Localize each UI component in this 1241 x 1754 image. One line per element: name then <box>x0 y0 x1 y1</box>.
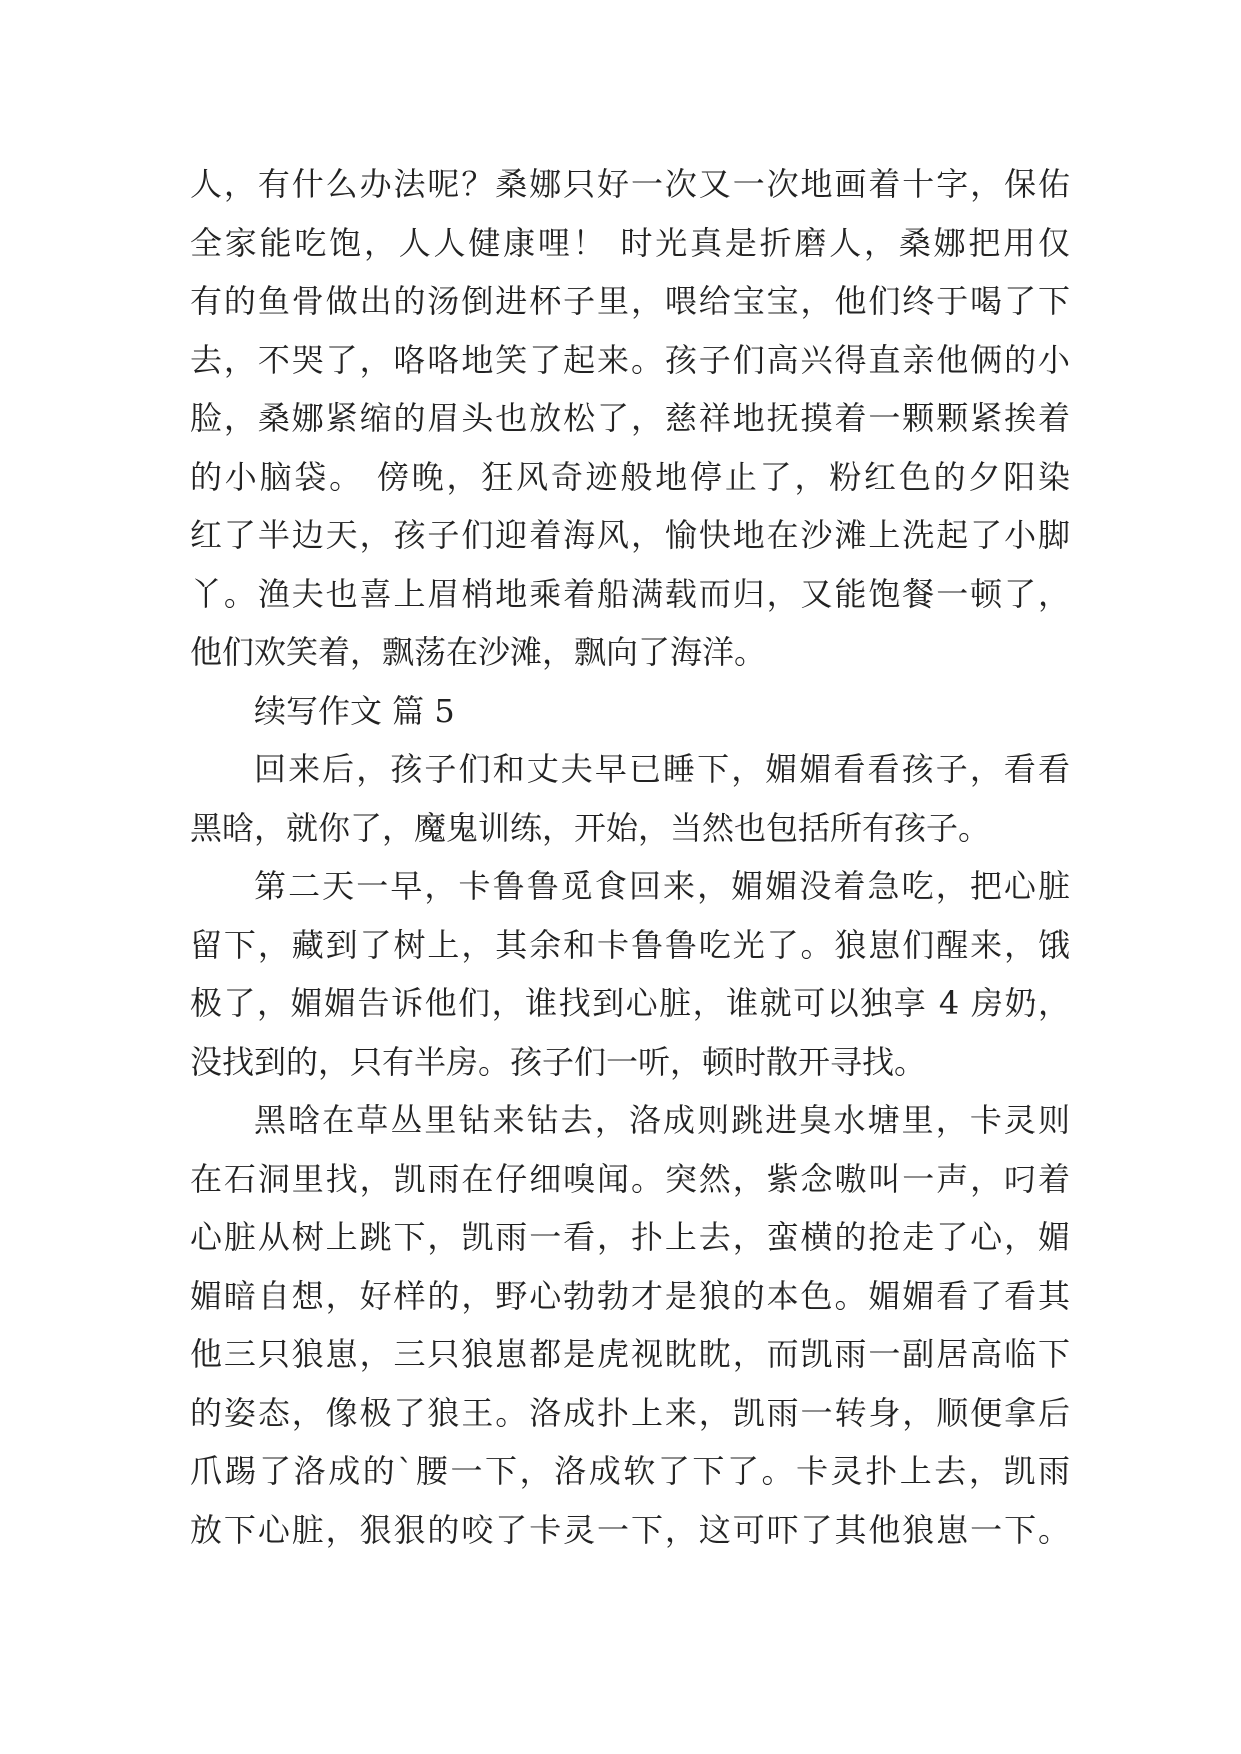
text-line: 黑晗，就你了，魔鬼训练，开始，当然也包括所有孩子。 <box>190 808 991 847</box>
text-line: 放下心脏，狠狠的咬了卡灵一下，这可吓了其他狼崽一下。 <box>190 1510 1070 1549</box>
text-line: 的姿态，像极了狼王。洛成扑上来，凯雨一转身，顺便拿后 <box>190 1393 1070 1432</box>
document-body <box>190 155 1070 1559</box>
text-line: 第二天一早，卡鲁鲁觅食回来，媚媚没着急吃，把心脏 <box>254 867 1070 905</box>
text-line: 媚暗自想，好样的，野心勃勃才是狼的本色。媚媚看了看其 <box>190 1276 1070 1315</box>
text-line: 他三只狼崽，三只狼崽都是虎视眈眈，而凯雨一副居高临下 <box>190 1335 1070 1373</box>
text-line: 人，有什么办法呢？桑娜只好一次又一次地画着十字，保佑 <box>190 165 1070 203</box>
text-line: 留下，藏到了树上，其余和卡鲁鲁吃光了。狼崽们醒来，饿 <box>190 925 1070 964</box>
text-line: 他们欢笑着，飘荡在沙滩，飘向了海洋。 <box>190 633 767 671</box>
text-line: 的小脑袋。 傍晚，狂风奇迹般地停止了，粉红色的夕阳染 <box>190 457 1070 496</box>
text-line: 有的鱼骨做出的汤倒进杯子里，喂给宝宝，他们终于喝了下 <box>190 282 1070 320</box>
text-line: 在石洞里找，凯雨在仔细嗅闻。突然，紫念嗷叫一声，叼着 <box>190 1159 1070 1198</box>
text-line: 去，不哭了，咯咯地笑了起来。孩子们高兴得直亲他俩的小 <box>190 340 1070 379</box>
text-line: 爪踢了洛成的`腰一下，洛成软了下了。卡灵扑上去，凯雨 <box>190 1452 1070 1490</box>
paragraph-continued <box>190 155 1070 682</box>
text-line: 心脏从树上跳下，凯雨一看，扑上去，蛮横的抢走了心，媚 <box>190 1218 1070 1256</box>
text-line: 红了半边天，孩子们迎着海风，愉快地在沙滩上洗起了小脚 <box>190 516 1070 554</box>
text-line: 全家能吃饱，人人健康哩！ 时光真是折磨人，桑娜把用仅 <box>190 223 1070 262</box>
text-line: 极了，媚媚告诉他们，谁找到心脏，谁就可以独享 4 房奶， <box>190 984 1070 1022</box>
text-line: 丫。渔夫也喜上眉梢地乘着船满载而归，又能饱餐一顿了， <box>190 574 1070 613</box>
text-line: 黑晗在草丛里钻来钻去，洛成则跳进臭水塘里，卡灵则 <box>254 1101 1070 1139</box>
text-line: 脸，桑娜紧缩的眉头也放松了，慈祥地抚摸着一颗颗紧挨着 <box>190 399 1070 437</box>
paragraph-1 <box>190 740 1070 857</box>
text-line: 回来后，孩子们和丈夫早已睡下，媚媚看看孩子，看看 <box>254 750 1070 788</box>
text-line: 没找到的，只有半房。孩子们一听，顿时散开寻找。 <box>190 1042 927 1081</box>
paragraph-2 <box>190 857 1070 1091</box>
paragraph-3 <box>190 1091 1070 1559</box>
section-heading: 续写作文 篇 5 <box>254 691 455 730</box>
